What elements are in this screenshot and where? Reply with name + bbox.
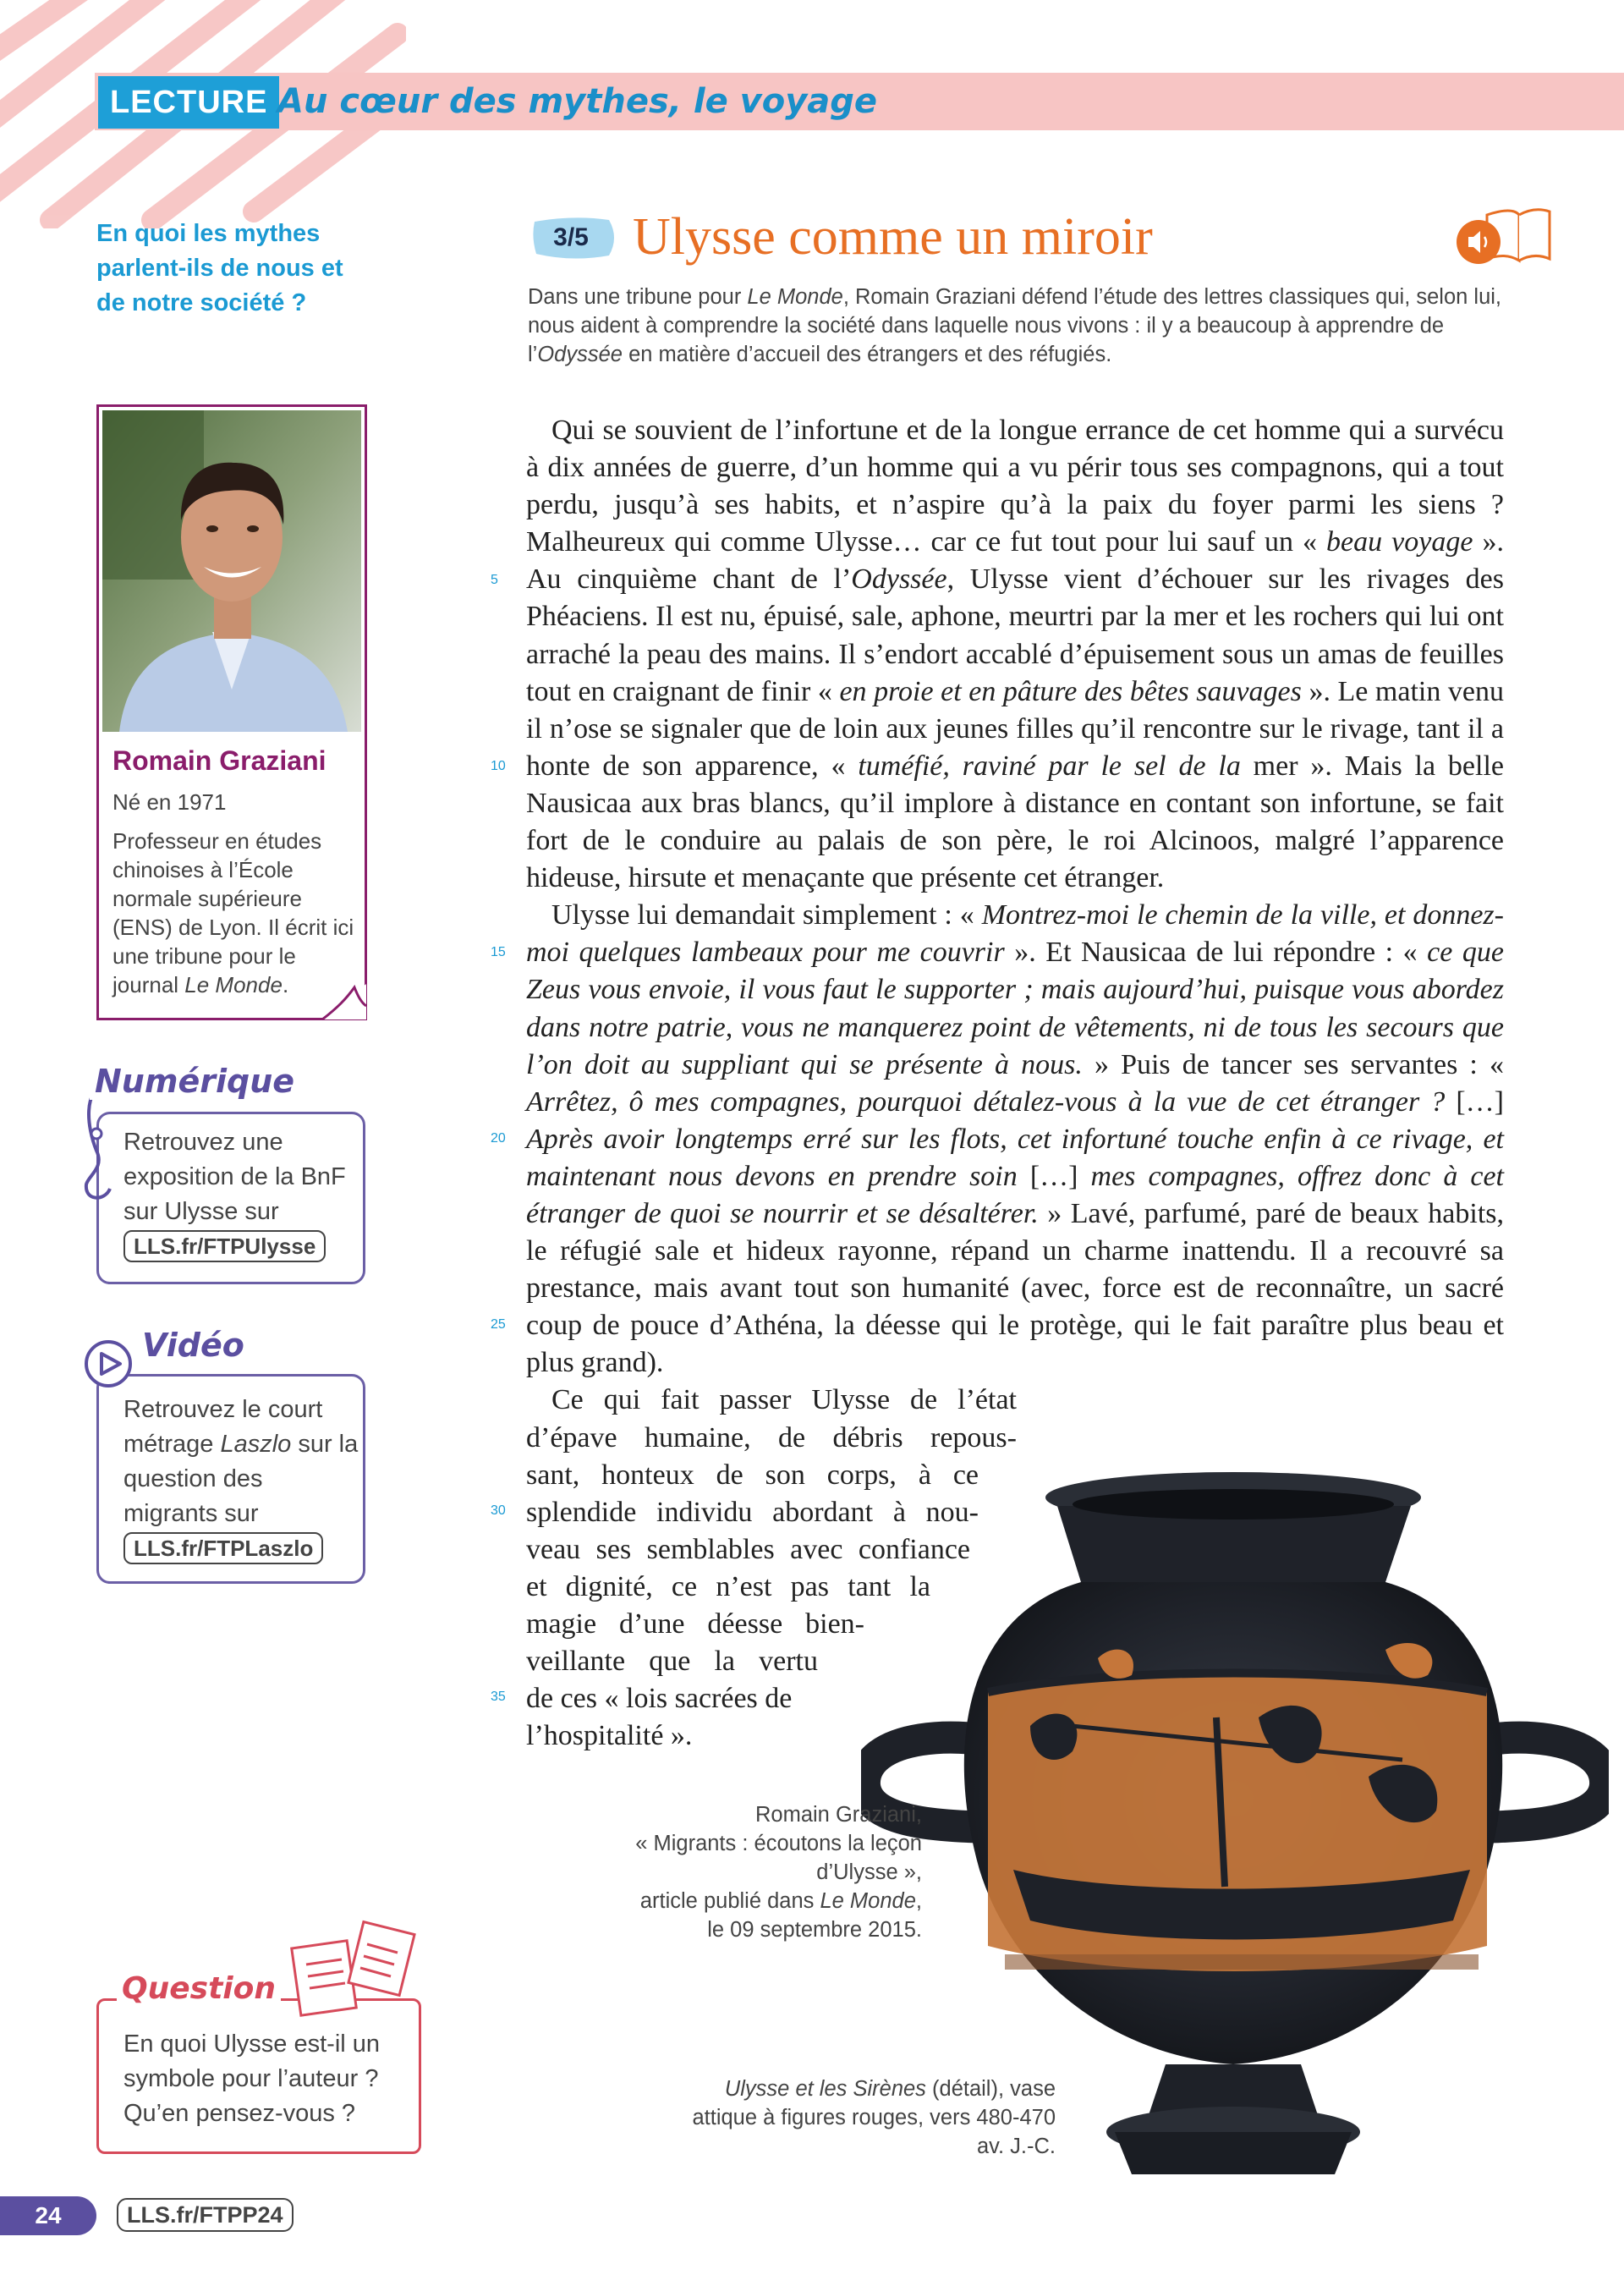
line-number: 15 bbox=[491, 945, 506, 959]
author-name: Romain Graziani bbox=[112, 745, 326, 776]
page-fold-icon bbox=[321, 982, 368, 1021]
page-number: 24 bbox=[0, 2196, 96, 2235]
section-title: Au cœur des mythes, le voyage bbox=[277, 82, 878, 121]
line-number: 10 bbox=[491, 759, 506, 773]
sequence-number: 3/5 bbox=[553, 223, 589, 251]
author-birth: Né en 1971 bbox=[112, 789, 227, 815]
numerique-link[interactable]: LLS.fr/FTPUlysse bbox=[123, 1230, 326, 1262]
author-description: Professeur en études chinoises à l’École normale supérieure (ENS) de Lyon. Il écrit ici une tribune pour le journal Le Monde. bbox=[112, 828, 354, 997]
audio-book-icon[interactable] bbox=[1453, 203, 1553, 271]
play-icon bbox=[81, 1335, 140, 1394]
line-number: 25 bbox=[491, 1317, 506, 1332]
section-tag: LECTURE bbox=[98, 76, 279, 129]
line-number: 35 bbox=[491, 1690, 506, 1704]
page-title: Ulysse comme un miroir bbox=[633, 208, 1153, 266]
article-paragraph-final: Ce qui fait passer Ulysse de l’état d’épave humaine, de débris repous- sant, honteux de son corps, à ce splendide individu abordant à nou- veau ses semblables avec confiance et dignité, ce n’est pas tant la magie d’une déesse bien- veillante que la vertu de ces « lois sacrées de l’hospitalité ». bbox=[526, 1384, 1017, 1752]
numerique-text: Retrouvez une exposition de la BnF sur Ulysse sur LLS.fr/FTPUlysse bbox=[123, 1125, 360, 1264]
article-body bbox=[526, 412, 1504, 1755]
footer-link-wrapper bbox=[117, 2198, 294, 2232]
article-source: Romain Graziani, « Migrants : écoutons la leçon d’Ulysse », article publié dans Le Monde, le 09 septembre 2015. bbox=[635, 1803, 922, 1942]
notepad-icon bbox=[288, 1919, 423, 2020]
line-number: 5 bbox=[491, 573, 498, 587]
video-title: Vidéo bbox=[137, 1327, 250, 1364]
article-introduction: Dans une tribune pour Le Monde, Romain Graziani défend l’étude des lettres classiques qui, selon lui, nous aident à comprendre la société dans laquelle nous vivons : il y a beaucoup à apprendre de l’Odyssée en matière d’accueil des étrangers et des réfugiés. bbox=[528, 285, 1502, 366]
article-paragraph: Ulysse lui demandait simplement : « Montrez-moi le chemin de la ville, et donnez-moi quelques lambeaux pour me couvrir ». Et Nausicaa de lui répondre : « ce que Zeus vous envoie, il vous faut le supporter ; mais aujourd’hui, puisque vous abordez dans notre patrie, vous ne manquerez point de vêtements, ni de tous les secours que l’on doit au suppliant qui se présente à nous. » Puis de tancer ses servantes : « Arrêtez, ô mes compagnes, pourquoi détalez-vous à la vue de cet étranger ? […] Après avoir longtemps erré sur les flots, cet infortuné touche enfin à ce rivage, et maintenant nous devons en prendre soin […] mes compagnes, offrez donc à cet étranger de quoi se nourrir et se désaltérer. » Lavé, parfumé, paré de beaux habits, le réfugié sale et hideux rayonne, répand un charme inattendu. Il a recouvré sa prestance, mais avant tout son humanité (avec, force est de reconnaître, un sacré coup de pouce d’Athéna, la déesse qui le protège, qui le fait paraître plus beau et plus grand). bbox=[526, 899, 1504, 1379]
article-paragraph: Qui se souvient de l’infortune et de la longue errance de cet homme qui a survécu à dix années de guerre, d’un homme qui a vu périr tous ses compagnons, qui a tout perdu, jusqu’à ses habits, et n’aspire qu’à la paix du foyer parmi les siens ? Malheureux qui comme Ulysse… car ce fut tout pour lui sauf un « beau voyage ». Au cinquième chant de l’Odyssée, Ulysse vient d’échouer sur les rivages des Phéaciens. Il est nu, épuisé, sale, aphone, meurtri par la mer et les rochers qui lui ont arraché la peau des mains. Il s’endort accablé d’épuisement sous un amas de feuilles tout en craignant de finir « en proie et en pâture des bêtes sauvages ». Le matin venu il n’ose se signaler que de loin aux jeunes filles qu’il rencontre sur le rivage, tant il a honte de son apparence, « tuméfié, raviné par le sel de la mer ». Mais la belle Nausicaa aux bras blancs, qu’il implore à distance en contant son infortune, se fait fort de le conduire au palais de son père, le roi Alcinoos, malgré l’apparence hideuse, hirsute et menaçante que présente cet étranger. bbox=[526, 415, 1504, 894]
author-card bbox=[96, 404, 367, 1020]
image-caption: Ulysse et les Sirènes (détail), vase attique à figures rouges, vers 480-470 av. J.-C. bbox=[692, 2077, 1056, 2158]
guiding-question: En quoi les mythes parlent-ils de nous et de notre société ? bbox=[96, 220, 343, 316]
footer-link[interactable]: LLS.fr/FTPP24 bbox=[117, 2198, 294, 2232]
line-number: 30 bbox=[491, 1503, 506, 1518]
line-number: 20 bbox=[491, 1131, 506, 1146]
question-title: Question bbox=[117, 1971, 281, 2006]
video-text: Retrouvez le court métrage Laszlo sur la question des migrants sur LLS.fr/FTPLaszlo bbox=[123, 1393, 360, 1566]
question-text: En quoi Ulysse est-il un symbole pour l’auteur ? Qu’en pensez-vous ? bbox=[123, 2030, 381, 2127]
video-link[interactable]: LLS.fr/FTPLaszlo bbox=[123, 1532, 323, 1564]
author-photo bbox=[102, 410, 361, 732]
numerique-title: Numérique bbox=[90, 1063, 299, 1100]
